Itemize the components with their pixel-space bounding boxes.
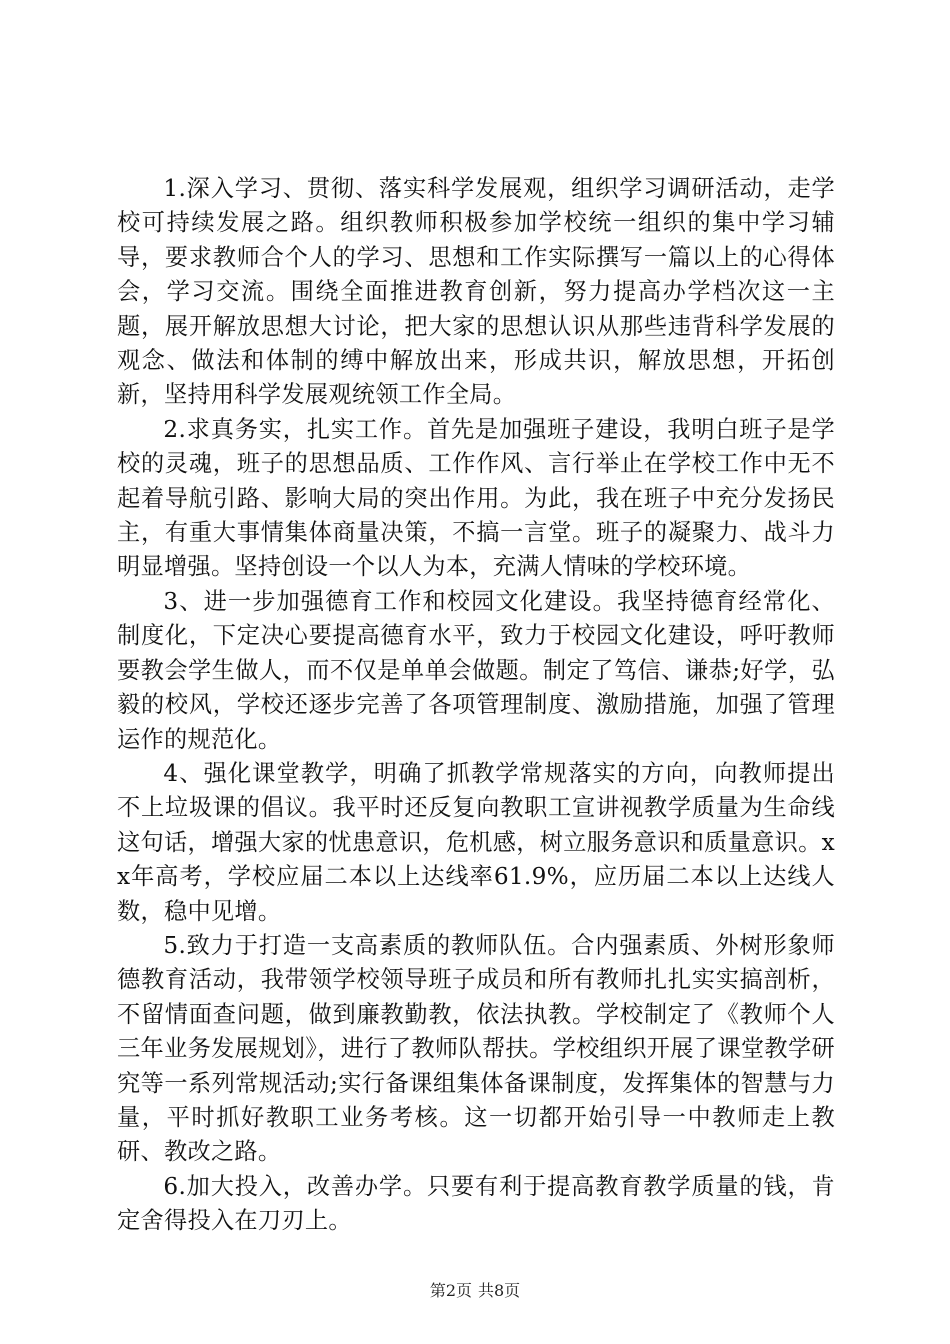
- paragraph-6: 6.加大投入，改善办学。只要有利于提高教育教学质量的钱，肯定舍得投入在刀刃上。: [117, 1172, 835, 1235]
- page-number: 第2页: [429, 1281, 472, 1300]
- document-body: [117, 172, 835, 1239]
- paragraph-5: 5.致力于打造一支高素质的教师队伍。合内强素质、外树形象师德教育活动，我带领学校领导班子成员和所有教师扎扎实实搞剖析，不留情面查问题，做到廉教勤教，依法执教。学校制定了《教师个人三年业务发展规划》，进行了教师队帮扶。学校组织开展了课堂教学研究等一系列常规活动;实行备课组集体备课制度，发挥集体的智慧与力量，平时抓好教职工业务考核。这一切都开始引导一中教师走上教研、教改之路。: [117, 931, 835, 1166]
- paragraph-2: 2.求真务实，扎实工作。首先是加强班子建设，我明白班子是学校的灵魂，班子的思想品质、工作作风、言行举止在学校工作中无不起着导航引路、影响大局的突出作用。为此，我在班子中充分发扬民主，有重大事情集体商量决策，不搞一言堂。班子的凝聚力、战斗力明显增强。坚持创设一个以人为本，充满人情味的学校环境。: [117, 415, 835, 581]
- page-footer: [0, 1278, 950, 1301]
- paragraph-1: 1.深入学习、贯彻、落实科学发展观，组织学习调研活动，走学校可持续发展之路。组织教师积极参加学校统一组织的集中学习辅导，要求教师合个人的学习、思想和工作实际撰写一篇以上的心得体会，学习交流。围绕全面推进教育创新，努力提高办学档次这一主题，展开解放思想大讨论，把大家的思想认识从那些违背科学发展的观念、做法和体制的缚中解放出来，形成共识，解放思想，开拓创新，坚持用科学发展观统领工作全局。: [117, 175, 835, 409]
- page-total: 共8页: [478, 1281, 521, 1300]
- paragraph-4: 4、强化课堂教学，明确了抓教学常规落实的方向，向教师提出不上垃圾课的倡议。我平时还反复向教职工宣讲视教学质量为生命线这句话，增强大家的忧患意识，危机感，树立服务意识和质量意识。xx年高考，学校应届二本以上达线率61.9%，应历届二本以上达线人数，稳中见增。: [117, 759, 835, 925]
- paragraph-3: 3、进一步加强德育工作和校园文化建设。我坚持德育经常化、制度化，下定决心要提高德育水平，致力于校园文化建设，呼吁教师要教会学生做人，而不仅是单单会做题。制定了笃信、谦恭;好学，弘毅的校风，学校还逐步完善了各项管理制度、激励措施，加强了管理运作的规范化。: [117, 587, 835, 753]
